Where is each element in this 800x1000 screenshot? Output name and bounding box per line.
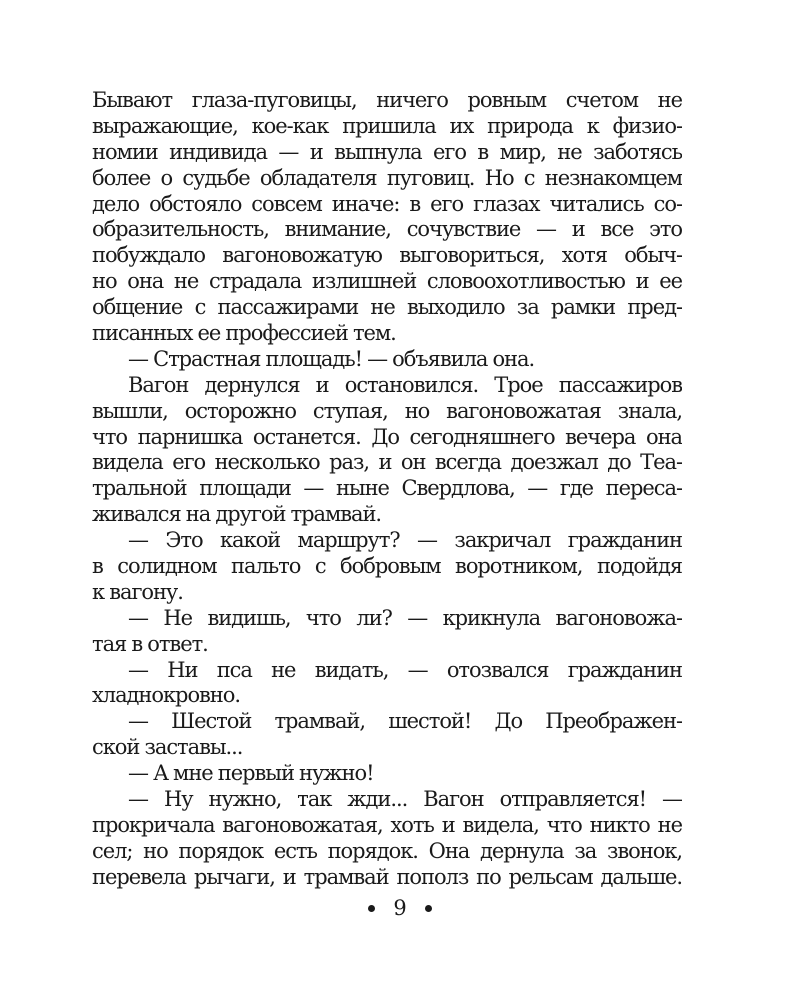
text-line: но она не страдала излишней словоохотливостью и ее (92, 269, 682, 294)
text-line: — Не видишь, что ли? — крикнула вагоновожа- (128, 605, 682, 630)
text-line: дело обстояло совсем иначе: в его глазах читались со- (92, 191, 682, 216)
text-line: — Страстная площадь! — объявила она. (128, 346, 535, 371)
text-line: ской заставы... (92, 735, 243, 760)
text-line: образительность, внимание, сочувствие — и все это (92, 217, 682, 242)
text-line: — Это какой маршрут? — закричал гражданин (128, 528, 682, 553)
text-line: Бывают глаза-пуговицы, ничего ровным счетом не (92, 88, 682, 112)
bullet-icon (425, 905, 432, 912)
text-line: живался на другой трамвай. (92, 502, 382, 527)
text-line: тральной площади — ныне Свердлова, — где переса- (92, 476, 682, 501)
text-line: общение с пассажирами не выходило за рамки пред- (92, 295, 682, 320)
text-line: вышли, осторожно ступая, но вагоновожатая знала, (92, 398, 682, 423)
text-line: номии индивида — и выпнула его в мир, не заботясь (92, 139, 682, 164)
text-line: побуждало вагоновожатую выговориться, хотя обыч- (92, 243, 682, 268)
text-line: — Ни пса не видать, — отозвался гражданин (128, 657, 682, 682)
text-line: к вагону. (92, 579, 183, 604)
text-line: видела его несколько раз, и он всегда доезжал до Теа- (92, 450, 682, 475)
text-line: хладнокровно. (92, 683, 240, 708)
page-number: 9 (393, 896, 407, 920)
bullet-icon (368, 905, 375, 912)
page-footer (0, 893, 800, 923)
text-line: более о судьбе обладателя пуговиц. Но с незнакомцем (92, 165, 682, 190)
text-line: — Ну нужно, так жди... Вагон отправляется! — (128, 787, 682, 812)
text-line: прокричала вагоновожатая, хоть и видела, что никто не (92, 812, 682, 837)
text-line: перевела рычаги, и трамвай пополз по рельсам дальше. (92, 864, 682, 889)
text-line: выражающие, кое-как пришила их природа к физио- (92, 113, 682, 138)
text-line: в солидном пальто с бобровым воротником, подойдя (92, 554, 682, 579)
text-line: — А мне первый нужно! (128, 761, 374, 786)
text-line: что парнишка останется. До сегодняшнего вечера она (92, 424, 682, 449)
text-line: сел; но порядок есть порядок. Она дернула за звонок, (92, 838, 682, 863)
text-line: тая в ответ. (92, 631, 208, 656)
page-text (92, 88, 682, 948)
text-line: — Шестой трамвай, шестой! До Преображен- (128, 709, 682, 734)
text-line: писанных ее профессией тем. (92, 321, 396, 346)
text-line: Вагон дернулся и остановился. Трое пассажиров (128, 372, 682, 397)
